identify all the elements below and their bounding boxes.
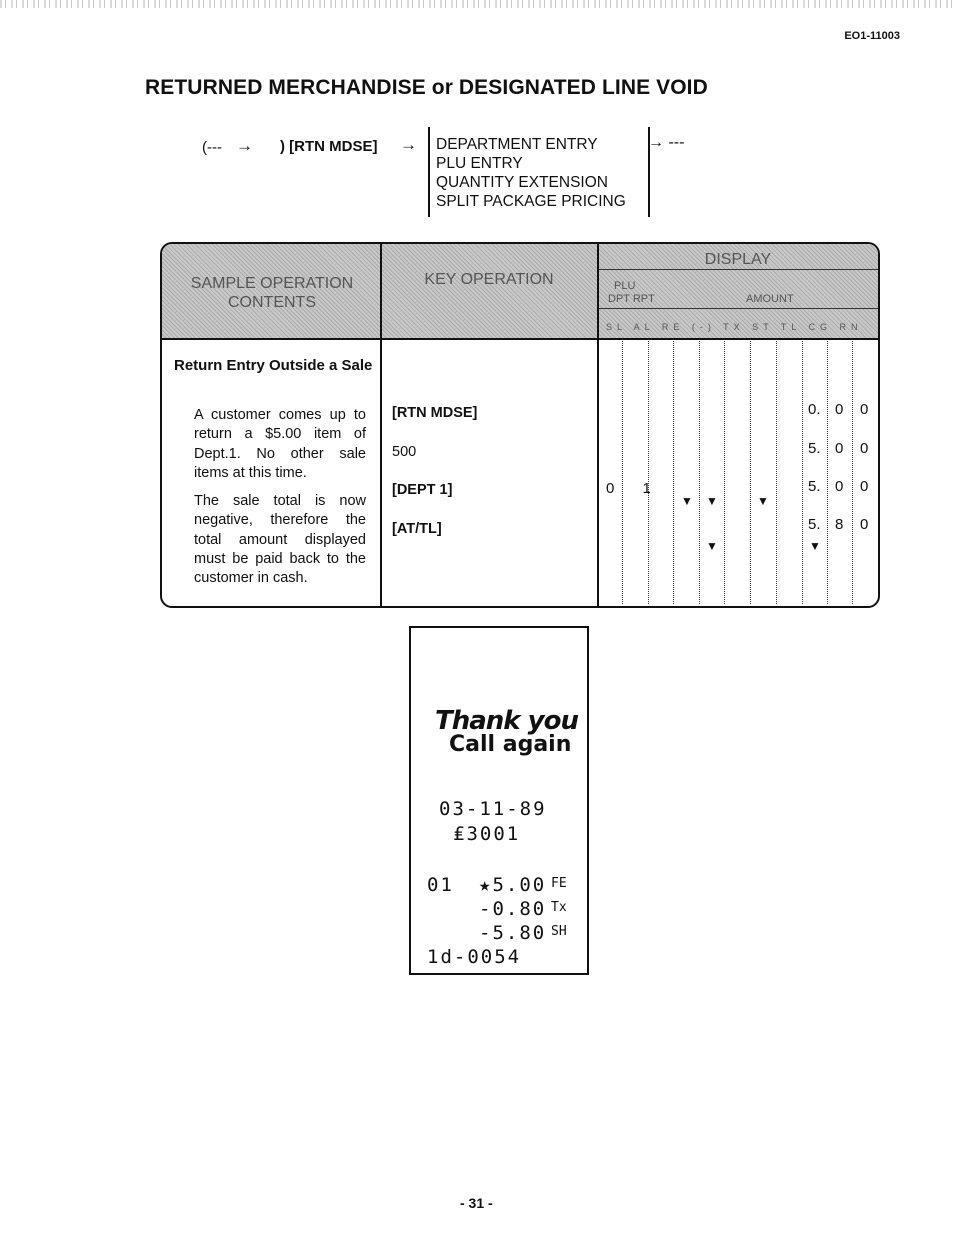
document-id: EO1-11003 (844, 30, 900, 42)
display-digit: 0 (835, 440, 844, 457)
receipt-id: ₤3001 (453, 823, 521, 845)
display-digit: 0 (860, 478, 869, 495)
display-dept: 0 1 (606, 480, 663, 497)
indicator-triangle-icon: ▼ (757, 494, 769, 508)
display-digit: 0. (808, 401, 821, 418)
display-digit: 0 (860, 401, 869, 418)
option-item: PLU ENTRY (436, 155, 523, 172)
option-item: DEPARTMENT ENTRY (436, 136, 598, 153)
display-digit: 0 (860, 440, 869, 457)
receipt-amount: -5.80 (479, 922, 547, 944)
header-dpt-rpt: DPT RPT (608, 293, 655, 305)
header-sample: SAMPLE OPERATION CONTENTS (190, 275, 354, 311)
header-display: DISPLAY (704, 251, 772, 268)
display-digit: 5. (808, 516, 821, 533)
receipt (409, 626, 589, 975)
sequence-tail: → --- (648, 134, 685, 151)
sequence-options (428, 127, 650, 217)
header-indicators: SL AL RE (-) TX ST TL CG RN (606, 322, 863, 332)
receipt-amount: ★5.00 (479, 874, 547, 896)
display-digit: 5. (808, 478, 821, 495)
display-digit: 0 (860, 516, 869, 533)
key-at-tl: [AT/TL] (392, 521, 442, 537)
sequence-lead: (--- (202, 139, 222, 156)
option-item: SPLIT PACKAGE PRICING (436, 193, 626, 210)
key-dept-1: [DEPT 1] (392, 482, 453, 498)
receipt-code: SH (551, 924, 567, 939)
display-digit: 8 (835, 516, 844, 533)
indicator-triangle-icon: ▼ (706, 539, 718, 553)
receipt-dept: 01 (427, 874, 454, 896)
indicator-triangle-icon: ▼ (809, 539, 821, 553)
receipt-amount: -0.80 (479, 898, 547, 920)
display-digit: 5. (808, 440, 821, 457)
arrow-icon: → (400, 135, 417, 154)
description-paragraph: A customer comes up to return a $5.00 item of Dept.1. No other sale items at this time. (194, 407, 366, 481)
indicator-triangle-icon: ▼ (706, 494, 718, 508)
receipt-date: 03-11-89 (439, 798, 547, 820)
display-digit: 0 (835, 401, 844, 418)
receipt-code: FE (551, 876, 567, 891)
arrow-icon: → (236, 136, 253, 155)
operation-table (160, 242, 880, 608)
key-rtn-mdse: [RTN MDSE] (392, 405, 478, 421)
page-title: RETURNED MERCHANDISE or DESIGNATED LINE VOID (145, 76, 708, 99)
display-digit: 0 (835, 478, 844, 495)
receipt-consecutive-number: 1d-0054 (427, 946, 522, 968)
indicator-triangle-icon: ▼ (681, 494, 693, 508)
key-500: 500 (392, 444, 417, 460)
page-number: - 31 - (460, 1195, 493, 1211)
header-amount: AMOUNT (746, 293, 794, 305)
option-item: QUANTITY EXTENSION (436, 174, 608, 191)
receipt-code: Tx (551, 900, 567, 915)
receipt-call-again: Call again (449, 732, 572, 757)
sequence-key: ) [RTN MDSE] (280, 138, 378, 155)
section-title: Return Entry Outside a Sale (174, 357, 373, 374)
receipt-thank-you: Thank you (435, 706, 578, 736)
scan-noise (0, 0, 954, 8)
header-key: KEY OPERATION (424, 271, 554, 288)
description-paragraph: The sale total is now negative, therefore the total amount displayed must be paid back to the customer in cash. (194, 493, 366, 587)
header-plu: PLU (614, 280, 636, 292)
